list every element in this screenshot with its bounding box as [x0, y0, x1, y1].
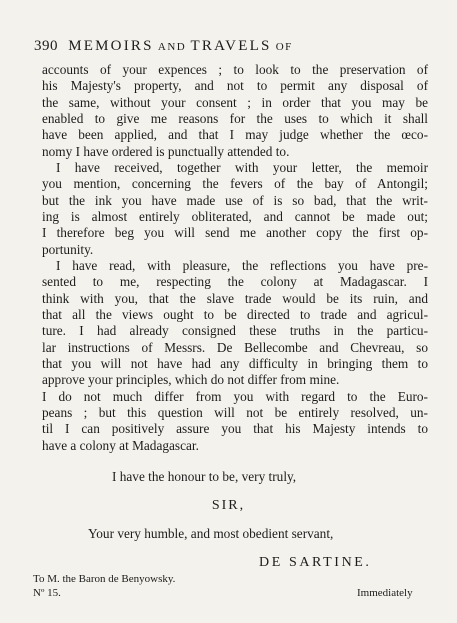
text-line: I therefore beg you will send me another copy the first op-: [42, 225, 428, 241]
text-line: that all the views ought to be directed to trade and agricul-: [42, 307, 428, 323]
text-line: peans ; but this question will not be entirely resolved, un-: [42, 405, 428, 421]
letter-number: Nº 15.: [33, 587, 61, 599]
text-line: I have received, together with your letter, the memoir: [56, 160, 428, 175]
catchword: Immediately: [357, 587, 413, 599]
text-line: ing is almost entirely obliterated, and cannot be made out;: [42, 209, 428, 225]
addressee: To M. the Baron de Benyowsky.: [33, 573, 176, 585]
running-header: [34, 38, 293, 55]
header-title-word2: TRAVELS: [190, 38, 272, 54]
text-line: nomy I have ordered is punctually attended to.: [42, 143, 290, 159]
text-line: think with you, that the slave trade would be its ruin, and: [42, 290, 428, 306]
salutation: SIR,: [211, 498, 246, 513]
text-line: have a colony at Madagascar.: [42, 437, 199, 453]
text-line: lar instructions of Messrs. De Bellecombe and Chevreau, so: [42, 339, 428, 355]
closing-line: I have the honour to be, very truly,: [112, 469, 297, 484]
text-line: enabled to give me reasons for the uses to which it shall: [42, 111, 428, 127]
text-line: that you will not have had any difficulty in bringing them to: [42, 356, 428, 372]
text-line: but the ink you have made use of is so bad, that the writ-: [42, 192, 428, 208]
servant-line: Your very humble, and most obedient servant,: [88, 526, 334, 541]
text-line: approve your principles, which do not differ from mine.: [42, 372, 340, 388]
text-line: I do not much differ from you with regard to the Euro-: [42, 388, 428, 404]
text-line: portunity.: [42, 241, 94, 257]
text-line: have been applied, and that I may judge whether the œco-: [42, 127, 428, 143]
text-line: til I can positively assure you that his Majesty intends to: [42, 421, 428, 437]
paragraph-2: [42, 160, 428, 258]
text-line: his Majesty's property, and not to permit any disposal of: [42, 78, 428, 94]
text-line: accounts of your expences ; to look to the preservation of: [42, 62, 428, 77]
text-line: the same, without your consent ; in order that you may be: [42, 94, 428, 110]
paragraph-1: [42, 62, 428, 160]
text-line: sented to me, respecting the colony at Madagascar. I: [42, 274, 428, 290]
text-line: you mention, concerning the fevers of the bay of Antongil;: [42, 176, 428, 192]
text-line: ture. I had already consigned these truths in the particu-: [42, 323, 428, 339]
header-title-word1: MEMOIRS: [68, 38, 154, 54]
header-title-and: AND: [157, 41, 187, 53]
page-number: 390: [34, 38, 58, 54]
paragraph-3: [42, 258, 428, 454]
signature: DE SARTINE.: [259, 555, 372, 570]
header-title-of: OF: [275, 41, 293, 53]
text-line: I have read, with pleasure, the reflections you have pre-: [56, 258, 428, 273]
